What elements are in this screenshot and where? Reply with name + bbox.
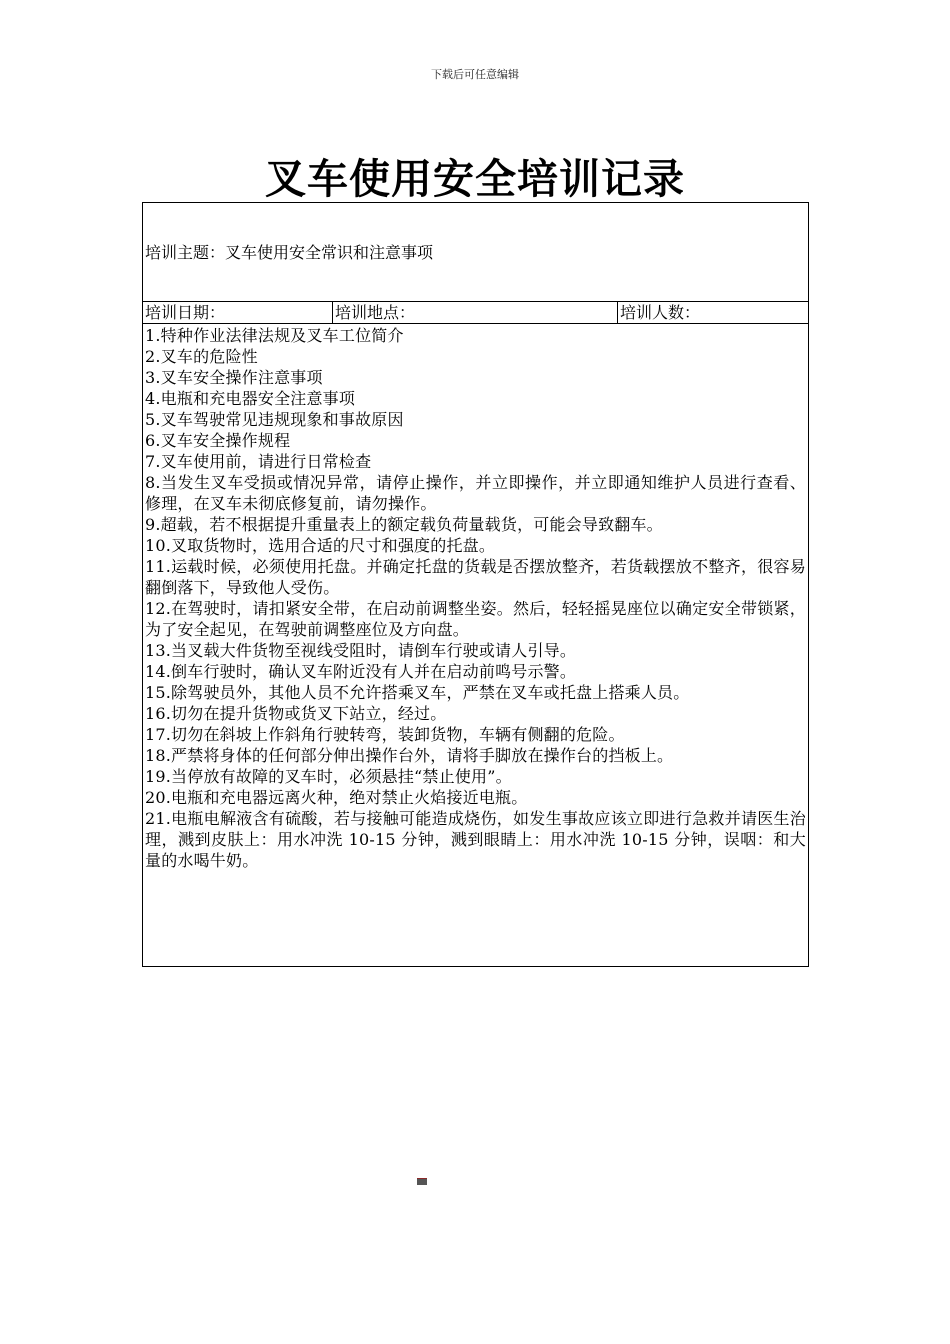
- training-count-label: 培训人数：: [618, 302, 809, 324]
- training-record-table: [142, 202, 809, 967]
- training-date-label: 培训日期：: [143, 302, 333, 324]
- document-title: 叉车使用安全培训记录: [265, 155, 685, 203]
- content-item: 5.叉车驾驶常见违规现象和事故原因: [145, 410, 404, 429]
- content-item: 20.电瓶和充电器远离火种，绝对禁止火焰接近电瓶。: [145, 788, 528, 807]
- content-item: 10.叉取货物时，选用合适的尺寸和强度的托盘。: [145, 536, 496, 555]
- content-item: 3.叉车安全操作注意事项: [145, 368, 323, 387]
- content-item: 9.超载，若不根据提升重量表上的额定载负荷量载货，可能会导致翻车。: [145, 515, 663, 534]
- content-item: 18.严禁将身体的任何部分伸出操作台外，请将手脚放在操作台的挡板上。: [145, 746, 674, 765]
- header-note: 下载后可任意编辑: [431, 68, 519, 81]
- footer-mark-icon: [417, 1178, 427, 1185]
- content-row: [143, 324, 809, 967]
- topic-row: [143, 203, 809, 302]
- info-row: [143, 302, 809, 324]
- content-item: 14.倒车行驶时，确认叉车附近没有人并在启动前鸣号示警。: [145, 662, 577, 681]
- content-item: 13.当叉载大件货物至视线受阻时，请倒车行驶或请人引导。: [145, 641, 577, 660]
- content-item: 2.叉车的危险性: [145, 347, 258, 366]
- content-item: 11.运载时候，必须使用托盘。并确定托盘的货载是否摆放整齐，若货载摆放不整齐，很容易翻倒落下，导致他人受伤。: [145, 557, 806, 597]
- content-item: 4.电瓶和充电器安全注意事项: [145, 389, 356, 408]
- content-item: 8.当发生叉车受损或情况异常，请停止操作，并立即操作，并立即通知维护人员进行查看、修理，在叉车未彻底修复前，请勿操作。: [145, 473, 806, 513]
- content-item: 15.除驾驶员外，其他人员不允许搭乘叉车，严禁在叉车或托盘上搭乘人员。: [145, 683, 690, 702]
- content-item: 16.切勿在提升货物或货叉下站立，经过。: [145, 704, 447, 723]
- training-topic: 培训主题：叉车使用安全常识和注意事项: [143, 203, 809, 302]
- content-item: 12.在驾驶时，请扣紧安全带，在启动前调整坐姿。然后，轻轻摇晃座位以确定安全带锁紧，为了安全起见，在驾驶前调整座位及方向盘。: [145, 599, 806, 639]
- content-item: 1.特种作业法律法规及叉车工位简介: [145, 326, 404, 345]
- content-item: 17.切勿在斜坡上作斜角行驶转弯，装卸货物，车辆有侧翻的危险。: [145, 725, 625, 744]
- training-content: [143, 324, 809, 967]
- content-item: 6.叉车安全操作规程: [145, 431, 291, 450]
- content-item: 19.当停放有故障的叉车时，必须悬挂“禁止使用”。: [145, 767, 512, 786]
- content-item: 7.叉车使用前，请进行日常检查: [145, 452, 372, 471]
- content-item: 21.电瓶电解液含有硫酸，若与接触可能造成烧伤，如发生事故应该立即进行急救并请医生治理，溅到皮肤上：用水冲洗 10-15 分钟，溅到眼睛上：用水冲洗 10-15 分钟，误咽：和大量的水喝牛奶。: [145, 809, 806, 870]
- training-location-label: 培训地点：: [333, 302, 618, 324]
